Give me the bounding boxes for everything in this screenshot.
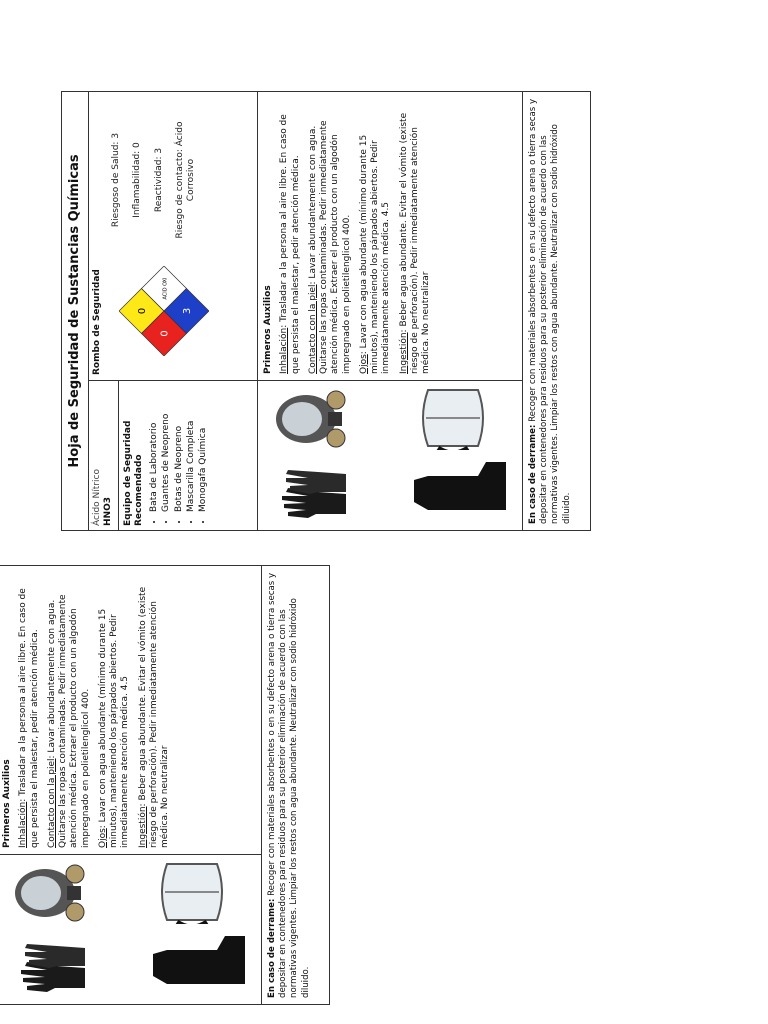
- ppe-images: [258, 380, 522, 530]
- spill-section: [523, 92, 578, 530]
- ppe-images: [0, 854, 261, 1004]
- first-aid-inhalation: Inhalación: Trasladar a la persona al aire libre. En caso de que persista el malestar, pedir atención médica.: [18, 588, 40, 848]
- spill-section: [262, 566, 317, 1004]
- legend-reactivity: Reactividad: 3: [153, 147, 164, 213]
- safety-sheet-1: [0, 565, 330, 1005]
- legend-health: Riesgoso de Salud: 3: [111, 132, 121, 228]
- goggles-icon: [157, 860, 227, 924]
- gloves-icon: [278, 462, 348, 522]
- chemical-name: Ácido Nítrico: [92, 469, 102, 526]
- first-aid-ingestion: Ingestión: Beber agua abundante. Evitar el vómito (existe riesgo de perforación). Pedir inmediatamente atención médica. No neutralizar: [137, 586, 170, 848]
- legend-contact: Riesgo de contacto: Ácido Corrosivo: [174, 121, 196, 239]
- first-aid-eyes: Ojos: Lavar con agua abundante (mínimo durante 15 minutos), manteniendo los párpados abiertos. Pedir inmediatamente atención médica. 4.5: [97, 608, 131, 848]
- ppe-list: [149, 385, 209, 526]
- spill-text: Recoger con materiales absorbentes o en su defecto arena o tierra secas y depositar en contenedores para residuos para su posterior eliminación de acuerdo con las normativas vigentes. Limpiar los restos con agua abundante. Neutralizar con sodio hidróxido diluido.: [267, 572, 311, 998]
- ppe-item: • Guantes de Neopreno: [161, 385, 172, 512]
- respirator-mask-icon: [11, 862, 89, 924]
- safety-sheet-2: [61, 91, 591, 531]
- first-aid-skin: Contacto con la piel: Lavar abundantemente con agua. Quitarse las ropas contaminadas. Pedir inmediatamente atención médica. Extraer el producto con un algodón impregnado en polietilenglicol 400.: [46, 594, 91, 848]
- ppe-item: • Mascarilla Completa: [186, 385, 197, 512]
- first-aid-eyes: Ojos: Lavar con agua abundante (mínimo durante 15 minutos), manteniendo los párpados abiertos. Pedir inmediatamente atención médica. 4.5: [358, 134, 392, 374]
- first-aid-ingestion: Ingestión: Beber agua abundante. Evitar el vómito (existe riesgo de perforación). Pedir inmediatamente atención médica. No neutralizar: [398, 112, 431, 374]
- legend-flammability: Inflamabilidad: 0: [132, 142, 143, 218]
- respirator-mask-icon: [272, 388, 350, 450]
- ppe-item: • Bata de Laboratorio: [149, 385, 160, 512]
- spill-text: Recoger con materiales absorbentes o en su defecto arena o tierra secas y depositar en contenedores para residuos para su posterior eliminación de acuerdo con las normativas vigentes. Limpiar los restos con agua abundante. Neutralizar con sodio hidróxido diluido.: [528, 98, 572, 524]
- chemical-formula: HNO3: [103, 497, 114, 526]
- first-aid-skin: Contacto con la piel: Lavar abundantemente con agua. Quitarse las ropas contaminadas. Pedir inmediatamente atención médica. Extraer el producto con un algodón impregnado en polietilenglicol 400.: [307, 120, 352, 374]
- diamond-reactivity-value: 0: [137, 307, 149, 315]
- first-aid-inhalation: Inhalación: Trasladar a la persona al aire libre. En caso de que persista el malestar, pedir atención médica.: [279, 114, 301, 374]
- ppe-item: • Botas de Neopreno: [174, 385, 185, 512]
- spill-label: En caso de derrame:: [267, 898, 277, 998]
- boot-icon: [147, 932, 247, 994]
- sheet-title: Hoja de Seguridad de Sustancias Químicas: [62, 92, 89, 530]
- nfpa-diamond-icon: [119, 266, 209, 356]
- diamond-heading: Rombo de Seguridad: [92, 269, 102, 375]
- gloves-icon: [17, 936, 87, 996]
- ppe-heading: Equipo de Seguridad Recomendado: [122, 420, 144, 526]
- first-aid-heading: Primeros Auxilios: [2, 759, 12, 848]
- diamond-flammability-value: 0: [159, 330, 171, 337]
- first-aid-heading: Primeros Auxilios: [263, 285, 273, 374]
- diamond-special-value: ACID OXI: [162, 277, 169, 300]
- goggles-icon: [418, 386, 488, 450]
- spill-label: En caso de derrame:: [528, 424, 538, 524]
- ppe-item: • Monogafa Química: [198, 385, 209, 512]
- diamond-health-value: 3: [182, 307, 194, 315]
- boot-icon: [408, 458, 508, 520]
